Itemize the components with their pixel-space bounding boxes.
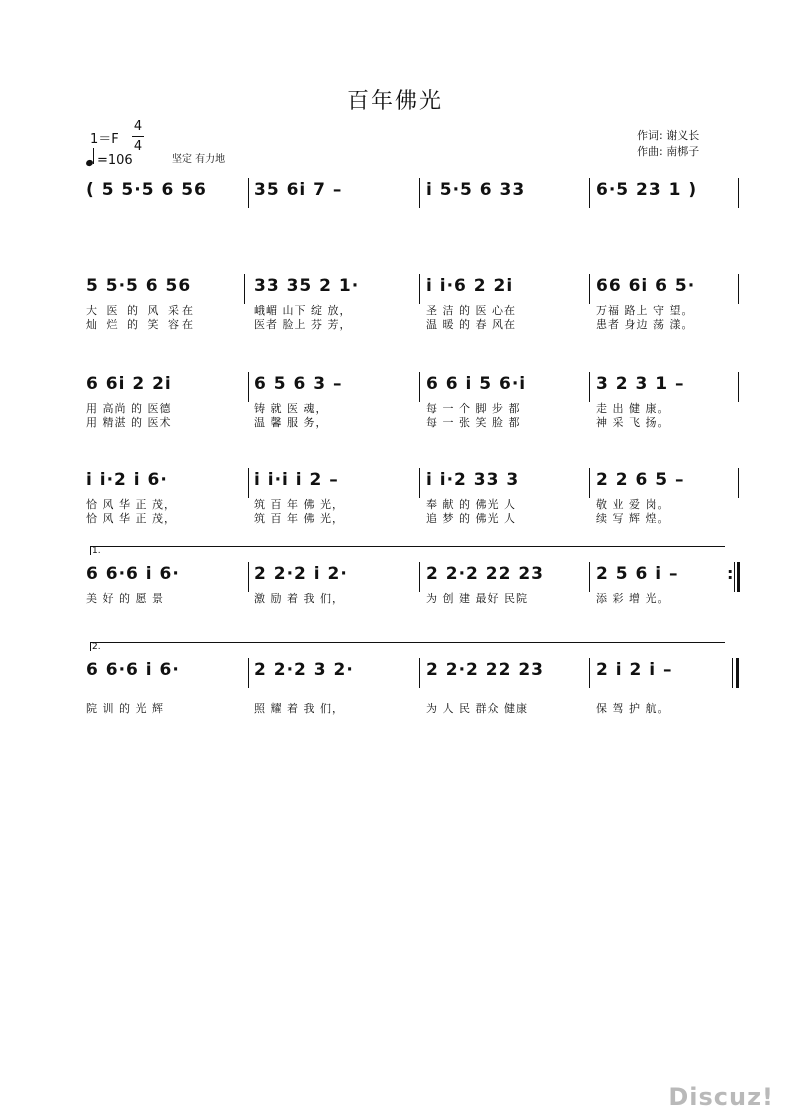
measure	[86, 660, 246, 715]
tempo-value: =106	[97, 153, 133, 168]
score-system-5	[86, 546, 740, 608]
measure-notes: 35 6i 7 –	[254, 180, 343, 200]
tempo-marking	[86, 148, 133, 168]
volta-bracket-2	[90, 642, 725, 651]
key-signature: 1＝F	[90, 132, 119, 147]
measure	[426, 370, 586, 434]
lyric-line: 每 一 个 脚 步 都	[426, 402, 521, 415]
measure-notes: 2 2·2 i 2·	[254, 564, 348, 584]
lyric-line: 圣 洁 的 医 心在	[426, 304, 516, 317]
watermark: Discuz!	[668, 1083, 774, 1111]
lyric-line: 激 励 着 我 们，	[254, 592, 344, 605]
lyric-line: 保 驾 护 航。	[596, 702, 670, 715]
measure-notes: 6 6i 2 2i	[86, 374, 172, 394]
measure-notes: 6 5 6 3 –	[254, 374, 343, 394]
lyric-line: 每 一 张 笑 脸 都	[426, 416, 521, 429]
measure	[596, 660, 726, 715]
measure	[86, 370, 246, 434]
measure-notes: i i·6 2 2i	[426, 276, 514, 296]
measure-notes: 6 6 i 5 6·i	[426, 374, 527, 394]
lyric-line: 万福 路上 守 望。	[596, 304, 694, 317]
lyric-line: 添 彩 增 光。	[596, 592, 670, 605]
measure	[426, 564, 586, 604]
volta-label: 1.	[92, 546, 101, 556]
measure-notes: 2 2 6 5 –	[596, 470, 685, 490]
lyric-line: 敬 业 爱 岗。	[596, 498, 670, 511]
repeat-dots: :	[727, 564, 734, 583]
measure-notes: 2 2·2 3 2·	[254, 660, 354, 680]
measure-notes: 6·5 23 1 )	[596, 180, 698, 200]
measure	[596, 370, 736, 434]
score-system-1	[86, 176, 740, 212]
measure-notes: 2 5 6 i –	[596, 564, 679, 584]
lyric-line: 恰 风 华 正 茂，	[86, 512, 176, 525]
measure	[254, 272, 414, 336]
lyric-line: 神 采 飞 扬。	[596, 416, 670, 429]
time-signature-bottom: 4	[133, 139, 143, 154]
measure	[254, 466, 414, 530]
lyric-line: 为 人 民 群众 健康	[426, 702, 528, 715]
score-system-4	[86, 466, 740, 530]
lyric-line: 用 高尚 的 医德	[86, 402, 172, 415]
measure	[426, 660, 586, 715]
measure	[596, 466, 736, 530]
measure-notes: 6 6·6 i 6·	[86, 660, 180, 680]
measure	[86, 272, 246, 336]
measure-notes: i i·i i 2 –	[254, 470, 339, 490]
measure-notes: 2 2·2 22 23	[426, 564, 545, 584]
measure	[254, 370, 414, 434]
expression-marking: 坚定 有力地	[172, 154, 226, 165]
composer: 作曲: 南梆子	[637, 145, 700, 158]
lyric-line: 奉 献 的 佛光 人	[426, 498, 516, 511]
score-system-3	[86, 370, 740, 434]
score-system-6	[86, 642, 740, 715]
lyric-line: 走 出 健 康。	[596, 402, 670, 415]
lyric-line: 为 创 建 最好 民院	[426, 592, 528, 605]
lyric-line: 峨嵋 山下 绽 放，	[254, 304, 352, 317]
measure	[86, 176, 246, 212]
measure-notes: 2 i 2 i –	[596, 660, 673, 680]
measure-notes: 5 5·5 6 56	[86, 276, 192, 296]
measure	[426, 176, 586, 212]
measure	[86, 466, 246, 530]
lyric-line: 温 暖 的 春 风在	[426, 318, 516, 331]
lyric-line: 用 精湛 的 医术	[86, 416, 172, 429]
lyric-line: 续 写 辉 煌。	[596, 512, 670, 525]
measure-notes: i i·2 33 3	[426, 470, 520, 490]
time-signature	[132, 118, 144, 155]
measure	[254, 660, 414, 715]
measure-notes: i 5·5 6 33	[426, 180, 526, 200]
score-system-2	[86, 272, 740, 336]
volta-bracket-1	[90, 546, 725, 555]
lyric-line: 照 耀 着 我 们，	[254, 702, 344, 715]
quarter-note-icon	[85, 159, 94, 167]
measure-notes: 6 6·6 i 6·	[86, 564, 180, 584]
measure-notes: 33 35 2 1·	[254, 276, 360, 296]
measure-notes: i i·2 i 6·	[86, 470, 168, 490]
lyric-line: 温 馨 服 务，	[254, 416, 328, 429]
lyric-line: 大 医 的 风 采在	[86, 304, 196, 317]
measure	[426, 466, 586, 530]
lyric-line: 铸 就 医 魂，	[254, 402, 328, 415]
lyric-line: 筑 百 年 佛 光，	[254, 498, 344, 511]
lyric-line: 灿 烂 的 笑 容在	[86, 318, 196, 331]
lyric-line: 医者 脸上 芬 芳，	[254, 318, 352, 331]
measure	[596, 564, 726, 604]
measure	[596, 272, 736, 336]
credits	[637, 128, 699, 160]
lyric-line: 院 训 的 光 辉	[86, 702, 164, 715]
measure	[596, 176, 736, 212]
measure	[254, 564, 414, 604]
measure-notes: 2 2·2 22 23	[426, 660, 545, 680]
lyric-line: 追 梦 的 佛光 人	[426, 512, 516, 525]
lyric-line: 美 好 的 愿 景	[86, 592, 164, 605]
lyric-line: 筑 百 年 佛 光，	[254, 512, 344, 525]
measure-notes: 3 2 3 1 –	[596, 374, 685, 394]
time-signature-top: 4	[133, 119, 143, 134]
lyric-line: 患者 身边 荡 漾。	[596, 318, 694, 331]
song-title: 百年佛光	[346, 89, 443, 114]
measure	[86, 564, 246, 604]
measure-notes: 66 6i 6 5·	[596, 276, 696, 296]
lyricist: 作词: 谢义长	[637, 129, 700, 142]
lyric-line: 恰 风 华 正 茂，	[86, 498, 176, 511]
measure-notes: ( 5 5·5 6 56	[86, 180, 207, 200]
measure	[426, 272, 586, 336]
volta-label: 2.	[92, 642, 101, 652]
measure	[254, 176, 414, 212]
